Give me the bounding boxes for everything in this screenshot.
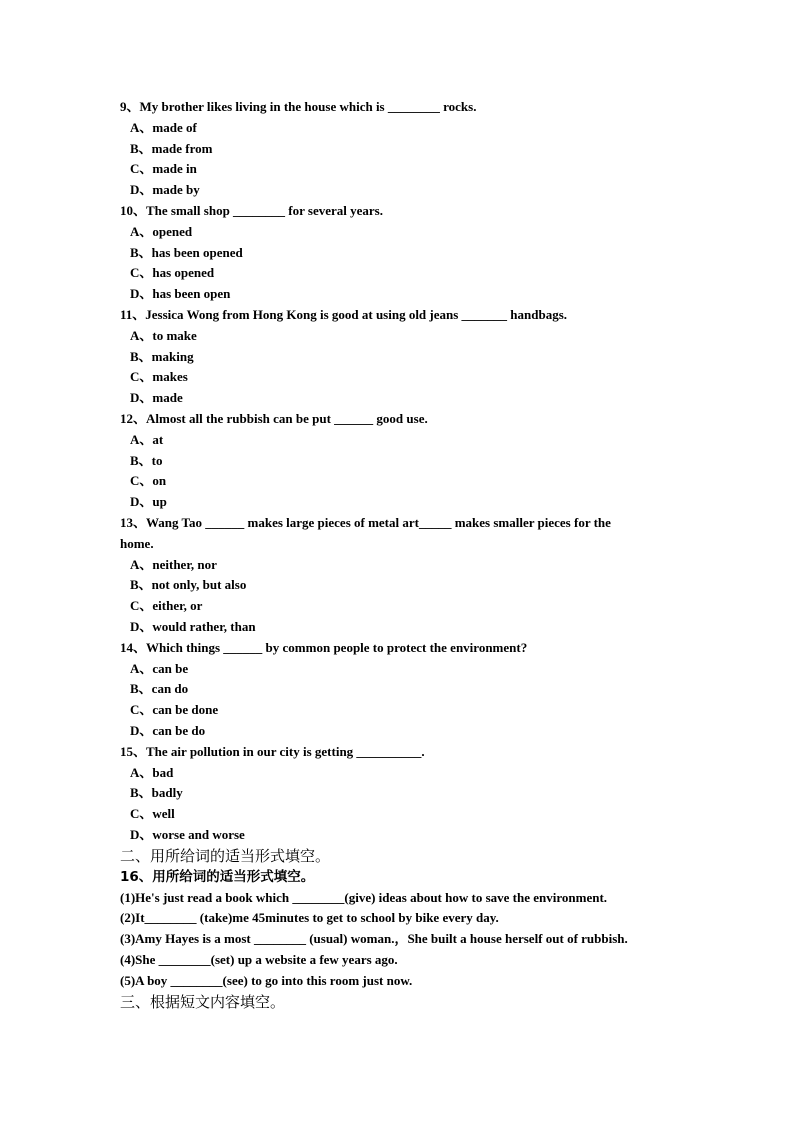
option-b: B、made from <box>130 140 213 156</box>
fill-blank-item: (5)A boy ________(see) to go into this room just now. <box>120 972 413 988</box>
document-content <box>120 97 680 1013</box>
question-stem: 10、The small shop ________ for several years. <box>120 202 383 218</box>
option-b: B、badly <box>130 785 183 801</box>
option-b: B、to <box>130 452 163 468</box>
question-stem: 15、The air pollution in our city is getting __________. <box>120 743 425 759</box>
question-stem: 13、Wang Tao ______ makes large pieces of metal art_____ makes smaller pieces for the <box>120 514 611 530</box>
option-c: C、has opened <box>130 265 215 281</box>
fill-blank-item: (4)She ________(set) up a website a few years ago. <box>120 952 398 968</box>
option-b: B、making <box>130 348 194 364</box>
option-c: C、makes <box>130 369 188 385</box>
question-stem: 12、Almost all the rubbish can be put ______ good use. <box>120 410 428 426</box>
option-a: A、neither, nor <box>130 556 217 572</box>
question-16-heading: 16、用所给词的适当形式填空。 <box>120 868 315 885</box>
fill-blank-item: (3)Amy Hayes is a most ________ (usual) woman.，She built a house herself out of rubbish. <box>120 931 628 947</box>
option-c: C、on <box>130 473 167 489</box>
option-a: A、to make <box>130 327 197 343</box>
option-d: D、up <box>130 494 167 510</box>
option-a: A、made of <box>130 119 197 135</box>
option-a: A、at <box>130 431 164 447</box>
fill-blank-item: (1)He's just read a book which ________(give) ideas about how to save the environment. <box>120 889 608 905</box>
section-heading: 三、根据短文内容填空。 <box>120 992 286 1011</box>
option-d: D、would rather, than <box>130 618 256 634</box>
option-d: D、can be do <box>130 722 206 738</box>
option-b: B、not only, but also <box>130 577 247 593</box>
option-b: B、can do <box>130 681 189 697</box>
option-a: A、opened <box>130 223 193 239</box>
section-heading: 二、用所给词的适当形式填空。 <box>120 846 331 865</box>
option-c: C、either, or <box>130 598 203 614</box>
option-d: D、made <box>130 390 183 406</box>
option-c: C、made in <box>130 161 197 177</box>
option-d: D、made by <box>130 182 200 198</box>
question-stem: 11、Jessica Wong from Hong Kong is good at using old jeans _______ handbags. <box>120 306 568 322</box>
option-d: D、has been open <box>130 286 231 302</box>
option-d: D、worse and worse <box>130 826 245 842</box>
question-stem-continuation: home. <box>120 535 154 551</box>
question-stem: 9、My brother likes living in the house which is ________ rocks. <box>120 99 477 114</box>
fill-blank-item: (2)It________ (take)me 45minutes to get to school by bike every day. <box>120 910 499 926</box>
option-a: A、can be <box>130 660 189 676</box>
option-b: B、has been opened <box>130 244 243 260</box>
question-stem: 14、Which things ______ by common people to protect the environment? <box>120 639 528 655</box>
option-a: A、bad <box>130 764 174 780</box>
option-c: C、can be done <box>130 702 219 718</box>
option-c: C、well <box>130 806 175 822</box>
